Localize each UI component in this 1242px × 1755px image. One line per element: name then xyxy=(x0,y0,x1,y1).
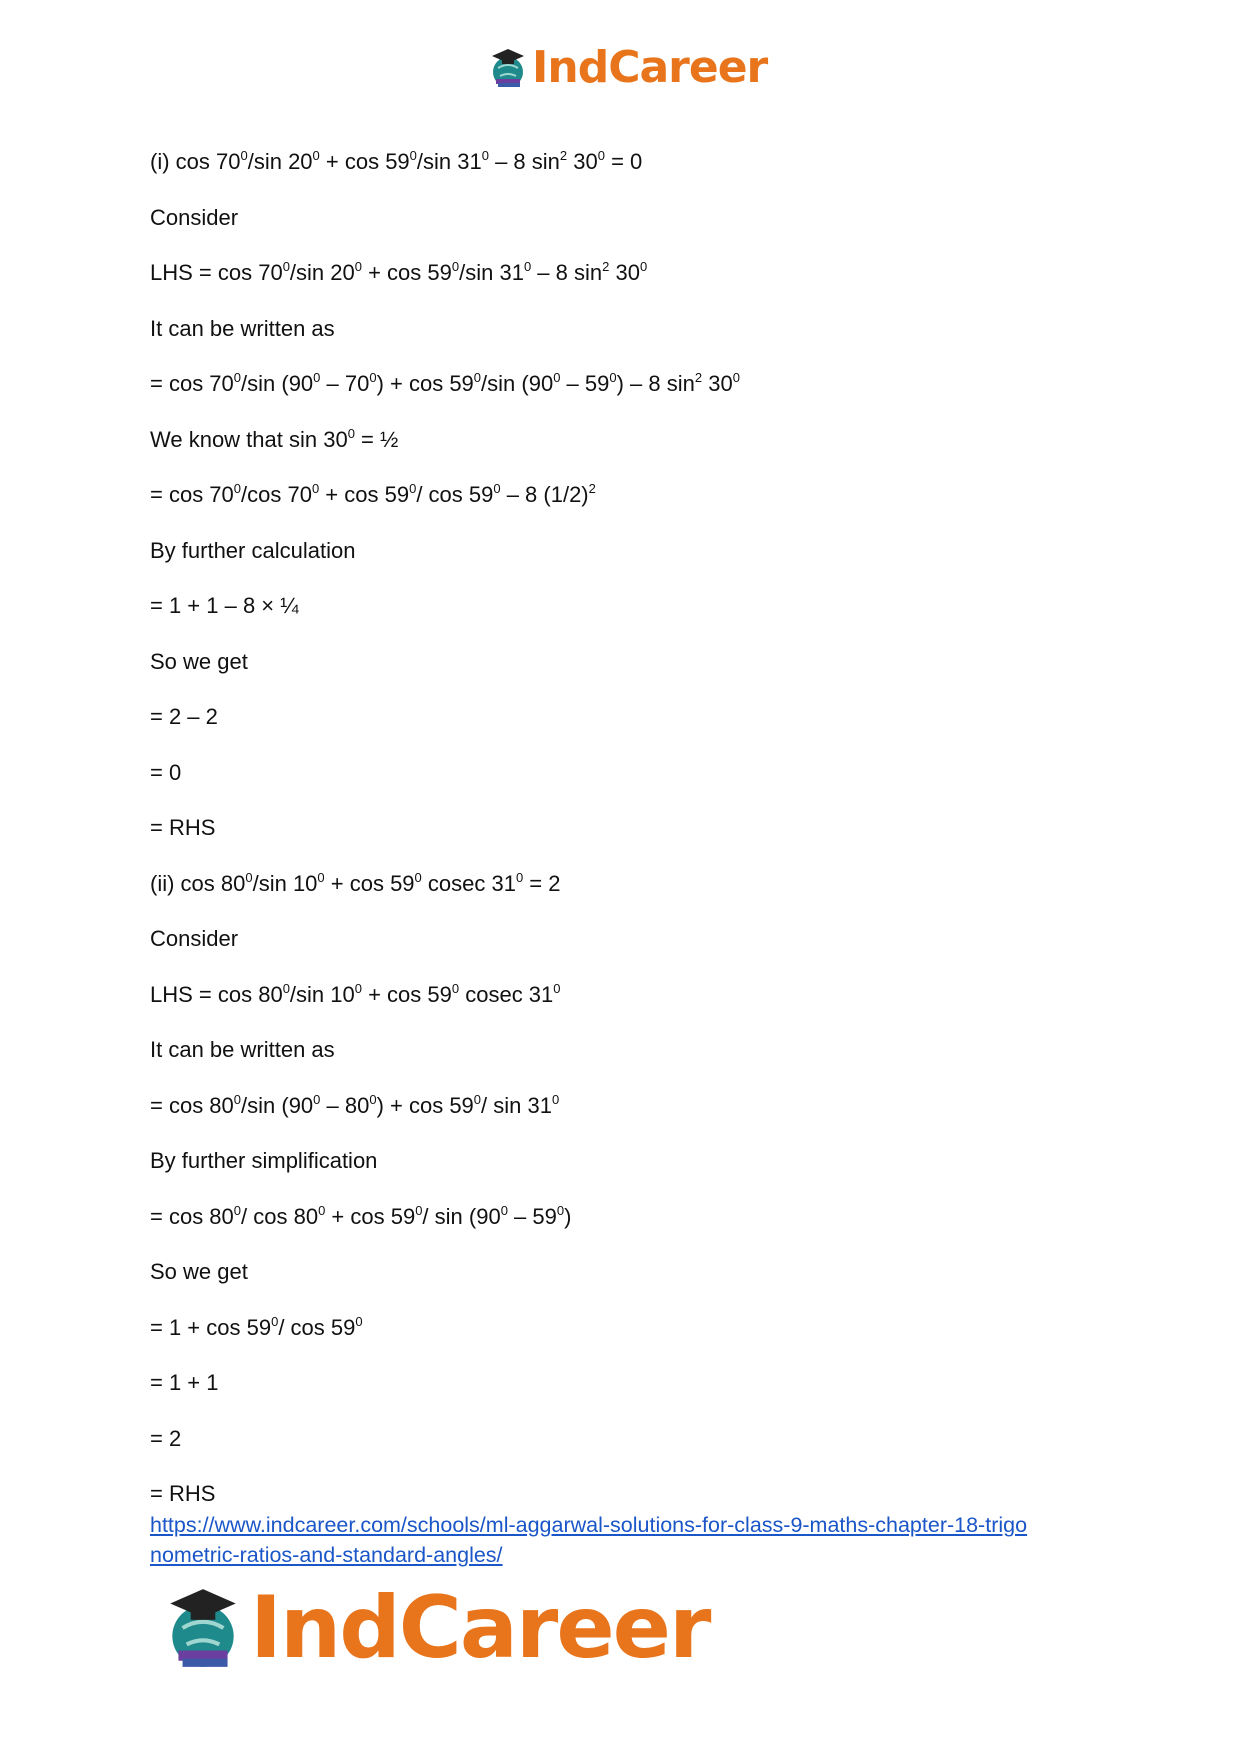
line-text: cosec 31 xyxy=(459,981,554,1007)
line-text: So we get xyxy=(150,648,248,674)
superscript: 0 xyxy=(597,148,605,163)
line-text: So we get xyxy=(150,1259,248,1284)
solution-line xyxy=(150,1250,1110,1306)
source-link-line-2[interactable]: nometric-ratios-and-standard-angles/ xyxy=(150,1543,503,1567)
superscript: 0 xyxy=(551,1091,560,1107)
line-text: /sin 31 xyxy=(459,260,524,285)
solution-line xyxy=(150,196,1110,252)
header-logo xyxy=(488,40,767,96)
superscript: 0 xyxy=(500,1202,508,1218)
line-text: = RHS xyxy=(150,815,216,840)
superscript: 0 xyxy=(493,481,501,496)
superscript: 2 xyxy=(602,259,610,274)
line-text: = 2 xyxy=(523,870,561,896)
solution-line xyxy=(150,362,1110,418)
line-text: LHS = cos 80 xyxy=(150,981,283,1007)
solution-line xyxy=(150,1028,1110,1084)
line-text: Consider xyxy=(150,204,239,230)
solution-line xyxy=(150,307,1110,363)
solution-line xyxy=(150,418,1110,474)
line-text: = ½ xyxy=(354,426,399,452)
line-text: /sin 20 xyxy=(247,149,313,174)
line-text: /sin 20 xyxy=(289,260,355,285)
superscript: 0 xyxy=(732,370,740,385)
superscript: 0 xyxy=(556,1202,565,1218)
line-text: + cos 59 xyxy=(361,981,452,1007)
source-link-block xyxy=(150,1510,1110,1570)
superscript: 0 xyxy=(415,1202,423,1218)
line-text: 30 xyxy=(609,260,640,285)
superscript: 0 xyxy=(553,370,561,385)
line-text: 30 xyxy=(702,371,733,396)
line-text: = 1 + 1 xyxy=(150,1370,219,1395)
superscript: 0 xyxy=(473,370,482,385)
line-text: – 70 xyxy=(320,371,370,396)
superscript: 0 xyxy=(409,148,417,163)
line-text: = cos 80 xyxy=(150,1203,234,1229)
line-text: – 80 xyxy=(320,1092,370,1118)
line-text: By further calculation xyxy=(150,537,356,563)
line-text: (i) cos 70 xyxy=(150,149,241,174)
line-text: /sin (90 xyxy=(481,371,554,396)
superscript: 0 xyxy=(355,1313,363,1329)
line-text: + cos 59 xyxy=(319,482,410,507)
solution-line xyxy=(150,473,1110,529)
superscript: 2 xyxy=(694,370,703,385)
line-text: /sin 10 xyxy=(252,870,318,896)
superscript: 0 xyxy=(553,980,561,996)
line-text: / sin (90 xyxy=(422,1203,501,1229)
graduation-cap-globe-icon xyxy=(162,1583,244,1673)
solution-line xyxy=(150,251,1110,307)
line-text: (ii) cos 80 xyxy=(150,870,246,896)
superscript: 0 xyxy=(233,370,242,385)
line-text: cosec 31 xyxy=(421,870,516,896)
logo-wordmark: IndCareer xyxy=(250,1578,710,1678)
line-text: = 2 xyxy=(150,1425,182,1451)
line-text: = cos 80 xyxy=(150,1092,234,1118)
line-text: – 8 (1/2) xyxy=(500,482,589,507)
superscript: 0 xyxy=(354,259,362,274)
superscript: 0 xyxy=(369,1091,377,1107)
solution-line xyxy=(150,862,1110,918)
line-text: + cos 59 xyxy=(324,870,415,896)
superscript: 0 xyxy=(282,980,290,996)
line-text: = 0 xyxy=(150,759,182,785)
superscript: 0 xyxy=(347,425,355,441)
line-text: + cos 59 xyxy=(325,1203,416,1229)
line-text: / cos 59 xyxy=(278,1314,356,1340)
line-text: = 1 + cos 59 xyxy=(150,1314,272,1340)
superscript: 0 xyxy=(317,869,325,885)
superscript: 0 xyxy=(233,481,242,496)
line-text: /sin (90 xyxy=(241,371,314,396)
line-text: – 59 xyxy=(560,371,610,396)
line-text: – 8 sin xyxy=(531,260,603,285)
line-text: 30 xyxy=(567,149,598,174)
graduation-cap-globe-icon xyxy=(488,46,528,90)
superscript: 2 xyxy=(588,481,596,496)
superscript: 0 xyxy=(451,259,460,274)
solution-line xyxy=(150,917,1110,973)
superscript: 0 xyxy=(311,481,320,496)
line-text: = 1 + 1 – 8 × ¼ xyxy=(150,593,299,618)
line-text: + cos 59 xyxy=(319,149,410,174)
line-text: / cos 80 xyxy=(241,1203,319,1229)
solution-line xyxy=(150,806,1110,862)
solution-line xyxy=(150,1139,1110,1195)
superscript: 0 xyxy=(245,869,253,885)
superscript: 0 xyxy=(233,1091,242,1107)
footer-logo xyxy=(162,1578,709,1678)
superscript: 0 xyxy=(414,869,422,885)
superscript: 0 xyxy=(409,481,417,496)
line-text: = 2 – 2 xyxy=(150,704,218,729)
superscript: 0 xyxy=(313,370,321,385)
solution-line xyxy=(150,1195,1110,1251)
line-text: It can be written as xyxy=(150,315,335,341)
line-text: = cos 70 xyxy=(150,482,234,507)
line-text: Consider xyxy=(150,926,239,951)
solution-line xyxy=(150,584,1110,640)
line-text: / sin 31 xyxy=(481,1092,552,1118)
superscript: 0 xyxy=(313,1091,321,1107)
solution-line xyxy=(150,140,1110,196)
line-text: /sin 10 xyxy=(289,981,355,1007)
superscript: 0 xyxy=(240,148,248,163)
line-text: ) + cos 59 xyxy=(376,371,474,396)
superscript: 0 xyxy=(271,1313,279,1329)
line-text: LHS = cos 70 xyxy=(150,260,283,285)
superscript: 0 xyxy=(639,259,648,274)
line-text: = cos 70 xyxy=(150,371,234,396)
line-text: = 0 xyxy=(604,149,643,174)
source-link-line-1[interactable]: https://www.indcareer.com/schools/ml-aggarwal-solutions-for-class-9-maths-chapter-18-trigo xyxy=(150,1513,1028,1537)
superscript: 0 xyxy=(481,148,489,163)
line-text: – 59 xyxy=(507,1203,557,1229)
solution-line xyxy=(150,1417,1110,1473)
superscript: 0 xyxy=(523,259,532,274)
superscript: 0 xyxy=(233,1202,242,1218)
superscript: 0 xyxy=(473,1091,482,1107)
superscript: 0 xyxy=(369,370,377,385)
line-text: + cos 59 xyxy=(361,260,452,285)
superscript: 2 xyxy=(559,148,568,163)
superscript: 0 xyxy=(312,148,320,163)
line-text: ) + cos 59 xyxy=(376,1092,474,1118)
line-text: /cos 70 xyxy=(241,482,312,507)
solution-line xyxy=(150,973,1110,1029)
superscript: 0 xyxy=(515,869,524,885)
line-text: It can be written as xyxy=(150,1037,335,1062)
line-text: ) – 8 sin xyxy=(616,371,695,396)
solution-line xyxy=(150,1084,1110,1140)
superscript: 0 xyxy=(354,980,362,996)
line-text: /sin 31 xyxy=(416,149,482,174)
line-text: – 8 sin xyxy=(488,149,560,174)
superscript: 0 xyxy=(282,259,290,274)
solution-line xyxy=(150,529,1110,585)
solution-line xyxy=(150,695,1110,751)
solution-body xyxy=(150,140,1110,1528)
line-text: We know that sin 30 xyxy=(150,426,348,452)
line-text: By further simplification xyxy=(150,1148,378,1173)
line-text: /sin (90 xyxy=(241,1092,314,1118)
solution-line xyxy=(150,1306,1110,1362)
solution-line xyxy=(150,1361,1110,1417)
superscript: 0 xyxy=(451,980,460,996)
solution-line xyxy=(150,751,1110,807)
superscript: 0 xyxy=(609,370,617,385)
line-text: = RHS xyxy=(150,1481,216,1506)
superscript: 0 xyxy=(318,1202,326,1218)
solution-line xyxy=(150,640,1110,696)
line-text: / cos 59 xyxy=(416,482,494,507)
logo-wordmark: IndCareer xyxy=(532,42,768,93)
line-text: ) xyxy=(564,1203,572,1229)
